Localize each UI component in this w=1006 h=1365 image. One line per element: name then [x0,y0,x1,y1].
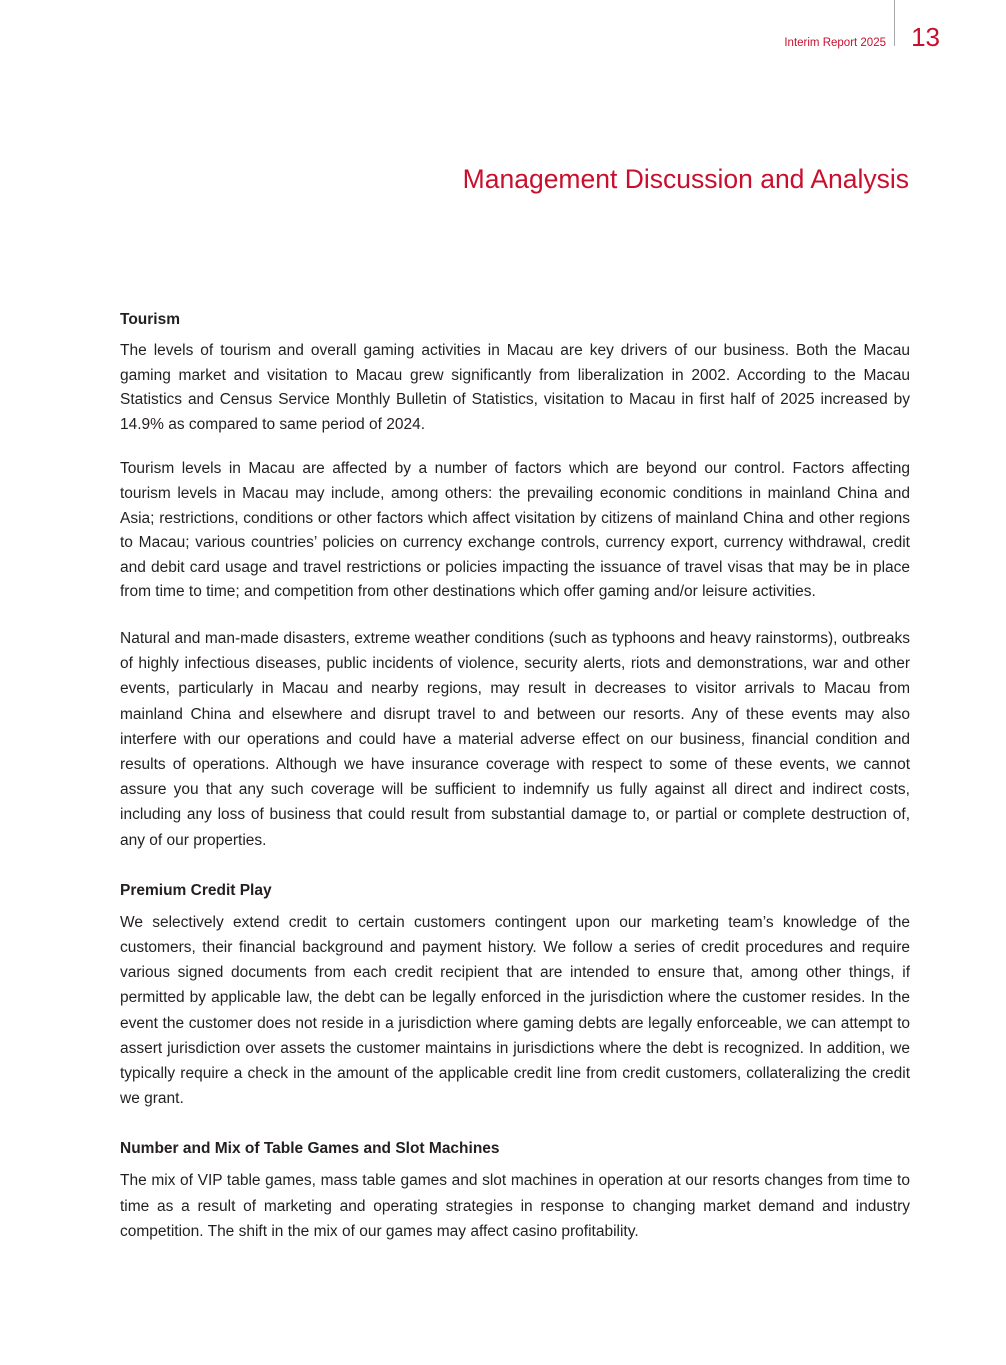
page-title: Management Discussion and Analysis [462,164,909,194]
heading-tourism: Tourism [120,311,180,328]
header-divider [894,0,895,46]
heading-premium-credit-play: Premium Credit Play [120,881,272,899]
paragraph-tourism-factors: Tourism levels in Macau are affected by a number of factors which are beyond our control. Factors affecting tourism levels in Macau may include, among others: the prevailing economic conditions in mainland China and Asia; restrictions, conditions or other factors which affect visitation by citizens of mainland China and other regions to Macau; various countries’ policies on currency exchange controls, currency export, currency withdrawal, credit and debit card usage and travel restrictions or policies impacting the issuance of travel visas that may be in place from time to time; and competition from other destinations which offer gaming and/or leisure activities. [120,460,910,601]
paragraph-tourism-disasters: Natural and man-made disasters, extreme weather conditions (such as typhoons and heavy rainstorms), outbreaks of highly infectious diseases, public incidents of violence, security alerts, riots and demonstrations, war and other events, particularly in Macau and nearby regions, may result in decreases to visitor arrivals to Macau from mainland China and elsewhere and disrupt travel to and between our resorts. Any of these events may also interfere with our operations and could have a material adverse effect on our business, financial condition and results of operations. Although we have insurance coverage with respect to some of these events, we cannot assure you that any such coverage will be sufficient to indemnify us fully against all direct and indirect costs, including any loss of business that could result from substantial damage to, or partial or complete destruction of, any of our properties. [120,629,910,849]
heading-table-games-mix: Number and Mix of Table Games and Slot Machines [120,1140,500,1158]
paragraph-premium-credit: We selectively extend credit to certain customers contingent upon our marketing team’s knowledge of the customers, their financial background and payment history. We follow a series of credit procedures and require various signed documents from each credit recipient that are intended to ensure that, among other things, if permitted by applicable law, the debt can be legally enforced in the jurisdiction where the customer resides. In the event the customer does not reside in a jurisdiction where gaming debts are legally enforceable, we can attempt to assert jurisdiction over assets the customer maintains in jurisdictions where the debt is recognized. In addition, we typically require a check in the amount of the applicable credit line from credit customers, collateralizing the credit we grant. [120,913,910,1108]
body-content [120,309,910,1244]
report-label: Interim Report 2025 [784,37,886,49]
page-header [706,0,1006,60]
page-number: 13 [911,22,940,52]
paragraph-tourism-visitation: The levels of tourism and overall gaming activities in Macau are key drivers of our business. Both the Macau gaming market and visitation to Macau grew significantly from liberalization in 2002. According to the Macau Statistics and Census Service Monthly Bulletin of Statistics, visitation to Macau in first half of 2025 increased by 14.9% as compared to same period of 2024. [120,342,910,433]
paragraph-table-games-mix: The mix of VIP table games, mass table games and slot machines in operation at our resorts changes from time to time as a result of marketing and operating strategies in response to changing market demand and industry competition. The shift in the mix of our games may affect casino profitability. [120,1172,910,1240]
